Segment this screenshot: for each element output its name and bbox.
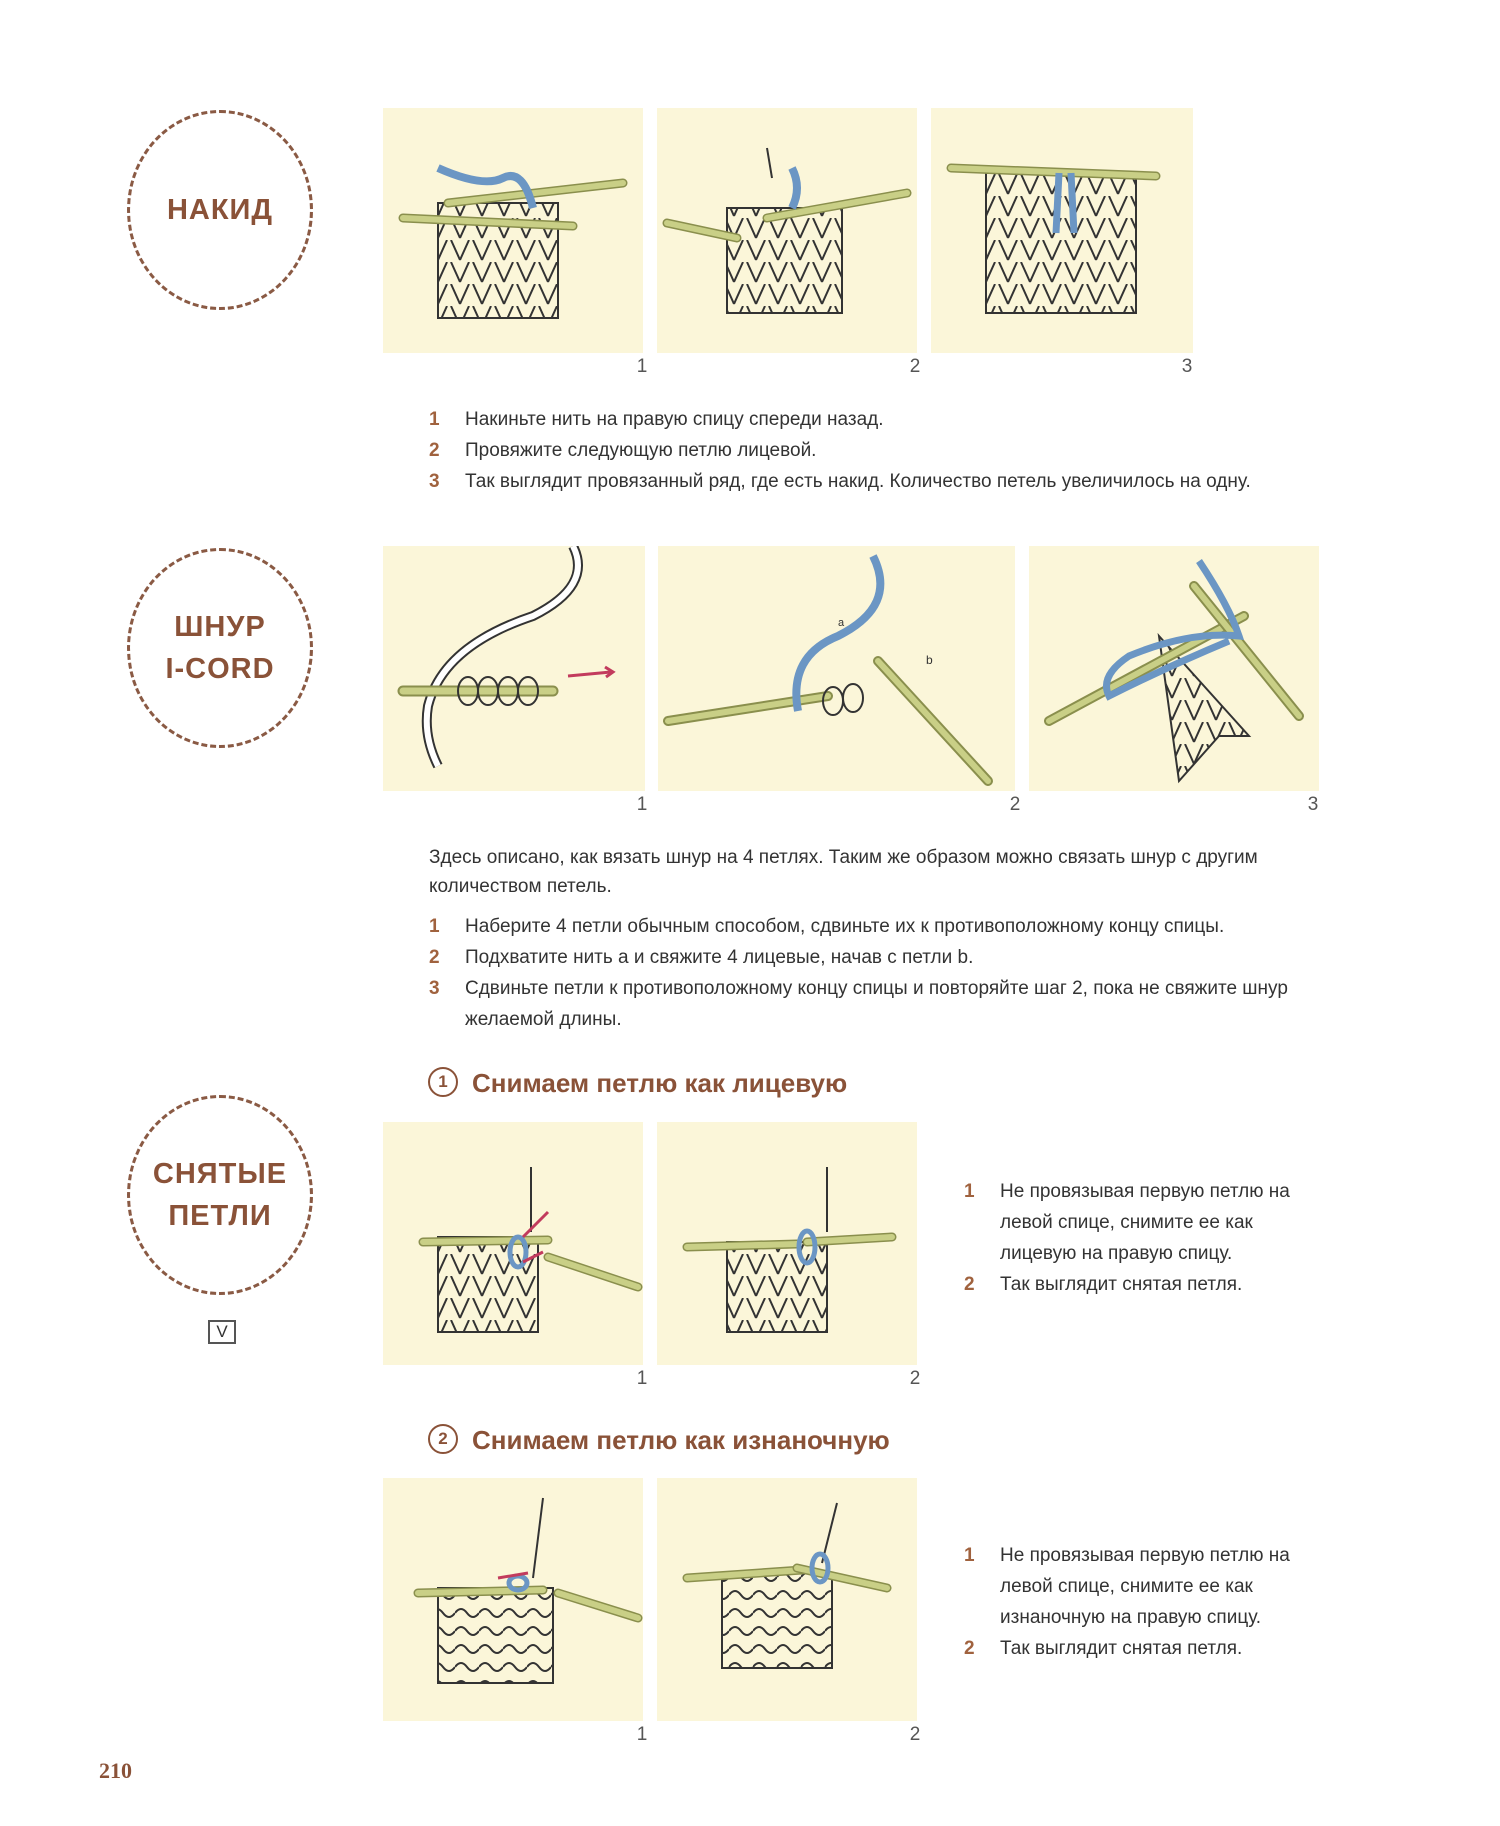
subsection-heading: 2 Снимаем петлю как изнаночную — [428, 1425, 890, 1457]
figure-number: 2 — [909, 356, 921, 377]
section-badge-nakid — [127, 110, 313, 310]
illustration-panel — [1029, 546, 1319, 791]
step-item: 2 Так выглядит снятая петля. — [964, 1638, 1243, 1659]
circled-number: 2 — [428, 1424, 458, 1454]
figure-number: 3 — [1181, 356, 1193, 377]
intro-paragraph: Здесь описано, как вязать шнур на 4 петлях. Таким же образом можно связать шнур с другим количеством петель. — [429, 847, 1258, 897]
figure-number: 3 — [1307, 794, 1319, 815]
illustration-panel — [383, 108, 643, 353]
figure-number: 2 — [909, 1724, 921, 1745]
illustration-panel — [657, 108, 917, 353]
figure-number: 2 — [909, 1368, 921, 1389]
step-item: 1 Не провязывая первую петлю на левой спице, снимите ее как изнаночную на правую спицу. — [964, 1545, 1290, 1628]
step-item: 2 Подхватите нить а и свяжите 4 лицевые, начав с петли b. — [429, 947, 974, 968]
illustration-panel — [657, 1122, 917, 1365]
step-item: 2 Провяжите следующую петлю лицевой. — [429, 440, 817, 461]
steps-list — [964, 1176, 1304, 1300]
figure-number: 1 — [636, 356, 648, 377]
step-item: 3 Так выглядит провязанный ряд, где есть накид. Количество петель увеличилось на одну. — [429, 471, 1251, 492]
illustration-panel — [383, 1478, 643, 1721]
subsection-heading: 1 Снимаем петлю как лицевую — [428, 1068, 847, 1100]
figure-number: 1 — [636, 794, 648, 815]
label-a: a — [838, 617, 845, 629]
section-badge-slipped — [127, 1095, 313, 1295]
figure-number: 1 — [636, 1724, 648, 1745]
steps-list — [429, 404, 1329, 497]
step-item: 1 Накиньте нить на правую спицу спереди назад. — [429, 409, 884, 430]
label-b: b — [926, 653, 933, 667]
step-item: 3 Сдвиньте петли к противоположному концу спицы и повторяйте шаг 2, пока не свяжите шнур желаемой длины. — [429, 978, 1288, 1030]
step-item: 1 Наберите 4 петли обычным способом, сдвиньте их к противоположному концу спицы. — [429, 916, 1225, 937]
illustration-panel — [383, 546, 645, 791]
section-title: ШНУР I-CORD — [165, 611, 275, 685]
step-item: 2 Так выглядит снятая петля. — [964, 1274, 1243, 1295]
section-title: СНЯТЫЕ ПЕТЛИ — [152, 1158, 288, 1232]
section-title: НАКИД — [166, 194, 274, 226]
illustration-panel — [657, 1478, 917, 1721]
circled-number: 1 — [428, 1067, 458, 1097]
section-badge-icord — [127, 548, 313, 748]
figure-number: 2 — [1009, 794, 1021, 815]
illustration-panel — [383, 1122, 643, 1365]
illustration-panel — [931, 108, 1193, 353]
figure-number: 1 — [636, 1368, 648, 1389]
page-number: 210 — [99, 1758, 132, 1783]
steps-list — [964, 1540, 1304, 1664]
illustration-panel — [658, 546, 1015, 791]
step-item: 1 Не провязывая первую петлю на левой спице, снимите ее как лицевую на правую спицу. — [964, 1181, 1290, 1264]
slip-stitch-symbol: V — [208, 1320, 236, 1344]
steps-list — [429, 911, 1309, 1035]
